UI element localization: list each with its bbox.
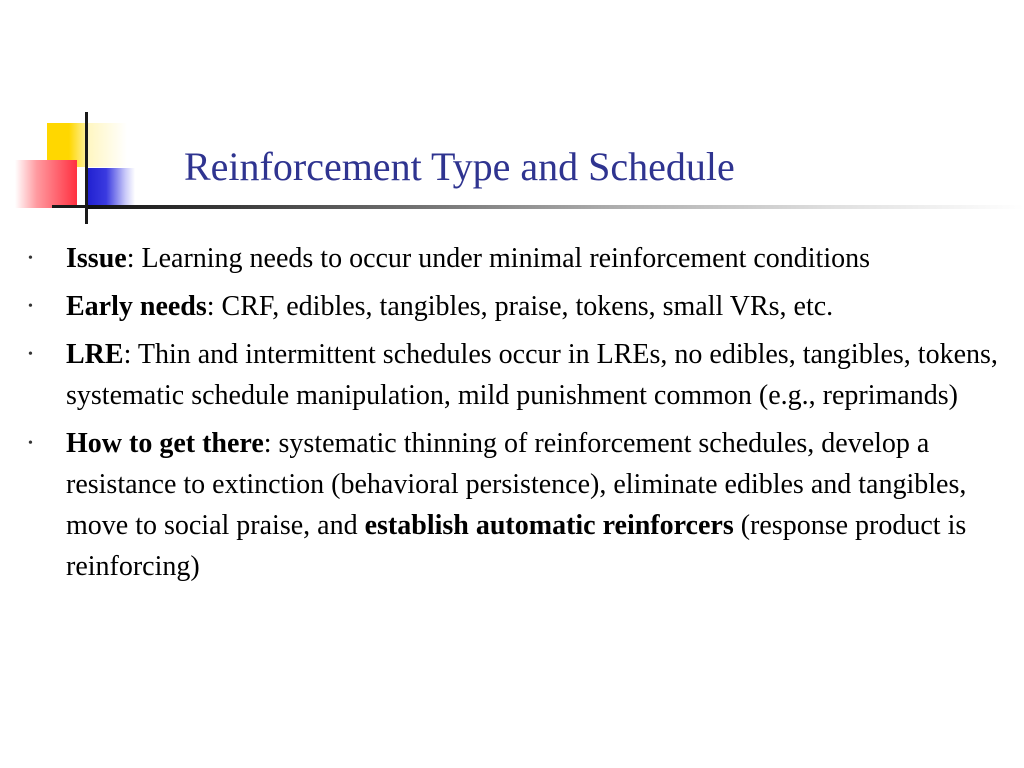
title-divider [88, 205, 1024, 209]
bullet-text: : CRF, edibles, tangibles, praise, tokens, small VRs, etc. [206, 291, 834, 322]
bullet-list [26, 238, 1011, 594]
bullet-term: Early needs [66, 291, 207, 322]
bullet-item-how-to-get-there [26, 423, 1011, 587]
logo-red-square [15, 160, 77, 208]
bullet-text: : systematic thinning of reinforcement schedules, develop a resistance to extinction (behavioral persistence), eliminate edibles and tangibles, move to social praise, and [66, 428, 967, 541]
bullet-term-emphasis: establish automatic reinforcers [364, 510, 734, 541]
bullet-term: LRE [66, 339, 124, 370]
logo-yellow-fade [87, 123, 127, 167]
bullet-text: : Learning needs to occur under minimal reinforcement conditions [126, 243, 871, 274]
bullet-text: : Thin and intermittent schedules occur in LREs, no edibles, tangibles, tokens, systematic schedule manipulation, mild punishment common (e.g., reprimands) [66, 339, 998, 411]
logo-blue-square [87, 168, 135, 208]
bullet-term: How to get there [66, 428, 264, 459]
bullet-dot-icon: • [28, 436, 33, 451]
bullet-dot-icon: • [28, 251, 33, 266]
bullet-dot-icon: • [28, 299, 33, 314]
slide-title: Reinforcement Type and Schedule [184, 144, 735, 189]
bullet-item-issue [26, 238, 1011, 279]
bullet-term: Issue [66, 243, 127, 274]
bullet-item-lre [26, 334, 1011, 416]
bullet-item-early-needs [26, 286, 1011, 327]
decorative-logo-icon [0, 0, 160, 240]
bullet-dot-icon: • [28, 347, 33, 362]
bullet-text-end: (response product is reinforcing) [66, 510, 967, 582]
